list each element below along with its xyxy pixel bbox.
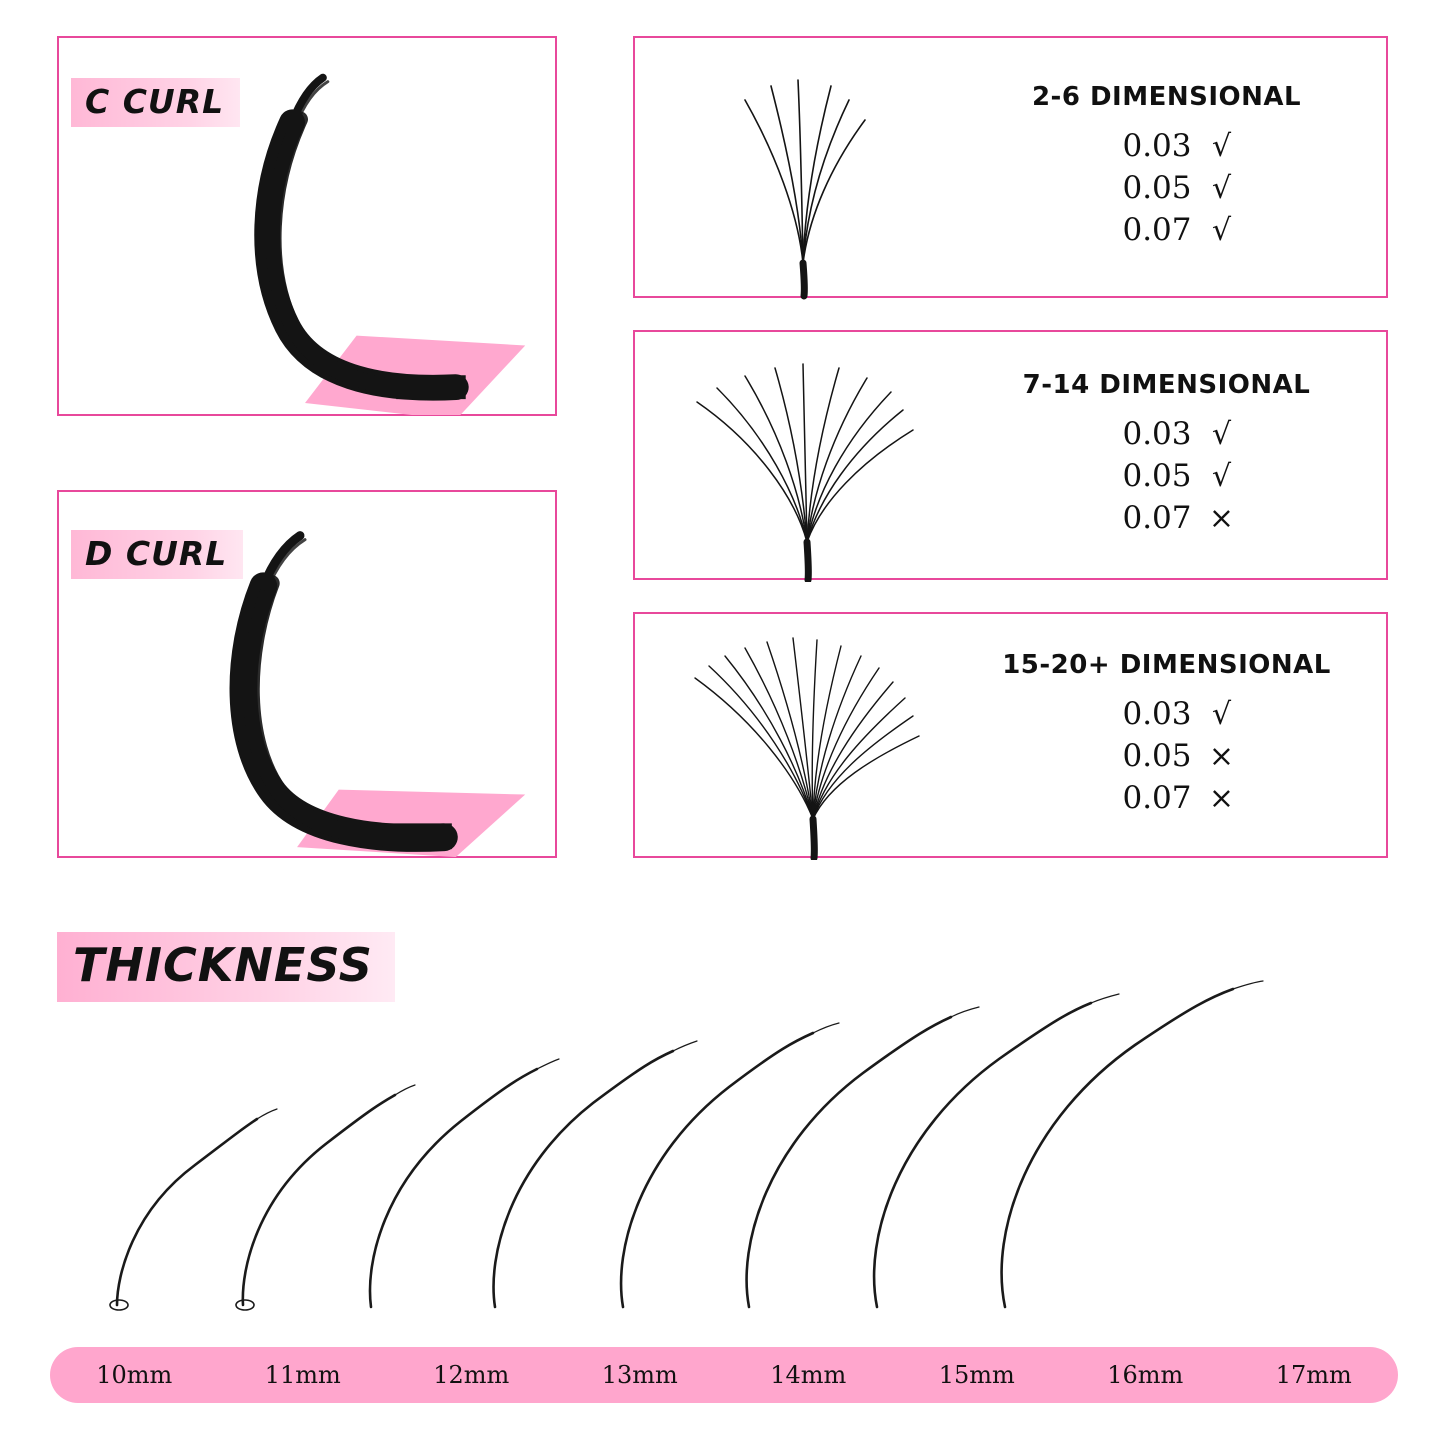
size-label-16mm: 16mm [1107, 1361, 1184, 1389]
dimension-panel-15-20 [633, 612, 1388, 858]
lash-base [396, 375, 465, 399]
support-mark: √ [1211, 459, 1232, 495]
lash-curve-14mm [621, 1023, 839, 1307]
thickness-support-list [1082, 126, 1252, 252]
dimension-info-15-20 [965, 650, 1386, 820]
thickness-value: 0.05 [1122, 738, 1192, 775]
curl-label-c: C CURL [71, 78, 240, 127]
dimension-title: 15-20+ DIMENSIONAL [1002, 650, 1331, 681]
support-mark: √ [1211, 212, 1232, 248]
support-row [1082, 694, 1252, 736]
lash-curve-11mm [236, 1085, 415, 1310]
fan-stem [813, 819, 814, 858]
fan-illustration-15-20 [635, 614, 965, 856]
support-mark: × [1208, 780, 1235, 816]
lash-curve-13mm [494, 1041, 697, 1307]
size-label-11mm: 11mm [264, 1361, 341, 1389]
size-label-13mm: 13mm [601, 1361, 678, 1389]
thickness-value: 0.03 [1122, 696, 1192, 733]
lash-curve-10mm [110, 1109, 277, 1310]
support-mark: √ [1211, 129, 1232, 165]
thickness-support-list [1082, 414, 1252, 540]
curl-panel-d-curl [57, 490, 557, 858]
fan-illustration-2-6 [635, 38, 965, 296]
dimension-panel-7-14 [633, 330, 1388, 580]
support-mark: √ [1211, 171, 1232, 207]
support-row [1082, 778, 1252, 820]
thickness-support-list [1082, 694, 1252, 820]
lash-curve-15mm [747, 1007, 979, 1307]
support-mark: × [1208, 739, 1235, 775]
size-label-17mm: 17mm [1275, 1361, 1352, 1389]
size-label-14mm: 14mm [770, 1361, 847, 1389]
support-row [1082, 414, 1252, 456]
lash-base [382, 823, 451, 849]
support-mark: √ [1211, 697, 1232, 733]
dimension-info-2-6 [965, 82, 1386, 252]
thickness-section-label: THICKNESS [57, 932, 395, 1002]
thickness-value: 0.07 [1122, 499, 1192, 536]
support-row [1082, 126, 1252, 168]
fan-svg-10 [635, 332, 965, 582]
fan-stem [807, 542, 808, 580]
support-row [1082, 498, 1252, 540]
fan-svg-6 [635, 38, 965, 300]
lash-size-bar [50, 1347, 1398, 1403]
fan-svg-14 [635, 614, 965, 860]
fan-illustration-7-14 [635, 332, 965, 578]
lash-length-illustrations [45, 975, 1405, 1335]
dimension-panel-2-6 [633, 36, 1388, 298]
support-row [1082, 456, 1252, 498]
support-row [1082, 736, 1252, 778]
size-label-12mm: 12mm [433, 1361, 510, 1389]
support-row [1082, 168, 1252, 210]
thickness-value: 0.05 [1122, 170, 1192, 207]
size-label-15mm: 15mm [938, 1361, 1015, 1389]
dimension-title: 2-6 DIMENSIONAL [1031, 82, 1302, 113]
fan-stem [803, 263, 804, 296]
support-mark: √ [1211, 417, 1232, 453]
curl-label-d: D CURL [71, 530, 243, 579]
support-mark: × [1208, 500, 1235, 536]
dimension-title: 7-14 DIMENSIONAL [1022, 370, 1311, 401]
thickness-value: 0.03 [1122, 416, 1192, 453]
thickness-value: 0.07 [1122, 211, 1192, 248]
thickness-value: 0.07 [1122, 779, 1192, 816]
lash-curve-12mm [370, 1059, 559, 1307]
curl-panel-c-curl [57, 36, 557, 416]
support-row [1082, 210, 1252, 252]
size-label-10mm: 10mm [96, 1361, 173, 1389]
thickness-value: 0.05 [1122, 458, 1192, 495]
dimension-info-7-14 [965, 370, 1386, 540]
thickness-value: 0.03 [1122, 128, 1192, 165]
